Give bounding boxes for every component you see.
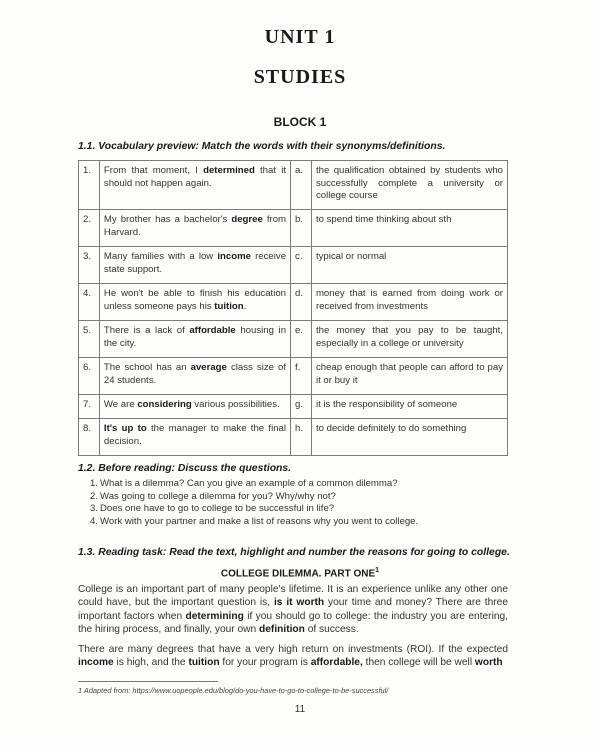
item-number: 8. xyxy=(79,419,100,456)
footnote: 1 Adapted from: https://www.uopeople.edu/blog/do-you-have-to-go-to-college-to-be-successful/ xyxy=(78,686,389,695)
footnote-divider xyxy=(78,681,218,682)
definition: to decide definitely to do something xyxy=(311,419,507,456)
table-row xyxy=(79,395,508,419)
page-number: 11 xyxy=(294,704,306,715)
item-letter: c. xyxy=(291,247,312,284)
unit-title: UNIT 1 xyxy=(264,26,336,48)
item-number: 7. xyxy=(79,395,100,419)
item-number: 5. xyxy=(79,321,100,358)
sentence: There is a lack of affordable housing in the city. xyxy=(99,321,290,358)
block-title: BLOCK 1 xyxy=(273,115,327,129)
definition: the money that you pay to be taught, especially in a college or university xyxy=(311,321,507,358)
table-row xyxy=(79,321,508,358)
table-row xyxy=(79,284,508,321)
reading-paragraph-1: College is an important part of many people's lifetime. It is an experience unlike any other one could have, but the important question is, is it worth your time and money? There are three important factors when determining if you should go to college: the industry you are entering, the hiring process, and finally, your own definition of success. xyxy=(78,584,509,636)
reading-title: COLLEGE DILEMMA. PART ONE$^1$ xyxy=(220,567,380,580)
section-heading-reading: 1.3. Reading task: Read the text, highlight and number the reasons for going to college. xyxy=(78,547,510,558)
item-number: 3. xyxy=(79,247,100,284)
item-letter: e. xyxy=(291,321,312,358)
item-letter: d. xyxy=(291,284,312,321)
list-item: 1. What is a dilemma? Can you give an example of a common dilemma? xyxy=(90,478,398,489)
table-row xyxy=(79,419,508,456)
list-item: 4. Work with your partner and make a list of reasons why you went to college. xyxy=(90,515,419,527)
item-letter: a. xyxy=(291,161,312,210)
target-word: considering xyxy=(137,399,192,410)
definition: typical or normal xyxy=(311,247,507,284)
reading-paragraph-2: There are many degrees that have a very high return on investments (ROI). If the expected income is high, and the tuition for your program is affordable, then college will be well worth xyxy=(78,644,508,669)
sentence: My brother has a bachelor's degree from Harvard. xyxy=(99,210,290,247)
table-row xyxy=(79,161,508,210)
discussion-questions xyxy=(78,478,508,528)
sentence: The school has an average class size of 24 students. xyxy=(99,358,290,395)
table-row xyxy=(79,358,508,395)
item-number: 2. xyxy=(79,210,100,247)
section-heading-vocabulary: 1.1. Vocabulary preview: Match the words with their synonyms/definitions. xyxy=(78,141,446,152)
target-word: tuition xyxy=(214,300,244,312)
table-row xyxy=(79,247,508,284)
list-item: 2. Was going to college a dilemma for you? Why/why not? xyxy=(90,490,336,502)
topic-title: STUDIES xyxy=(253,66,347,88)
table-row xyxy=(79,210,508,247)
target-word: income xyxy=(217,251,251,262)
definition: cheap enough that people can afford to pay it or buy it xyxy=(311,358,507,395)
target-word: average xyxy=(190,362,227,373)
definition: to spend time thinking about sth xyxy=(311,210,507,247)
sentence: He won't be able to finish his education unless someone pays his tuition. xyxy=(99,284,290,321)
sentence: We are considering various possibilities. xyxy=(99,395,290,419)
definition: it is the responsibility of someone xyxy=(311,395,507,419)
sentence: Many families with a low income receive state support. xyxy=(99,247,290,284)
section-heading-discussion: 1.2. Before reading: Discuss the questions. xyxy=(78,463,292,474)
item-letter: g. xyxy=(291,395,312,419)
item-letter: f. xyxy=(291,358,312,395)
sentence: From that moment, I determined that it should not happen again. xyxy=(99,161,290,210)
target-word: It's up to xyxy=(103,423,147,434)
list-item: 3. Does one have to go to college to be successful in life? xyxy=(90,503,335,515)
item-number: 6. xyxy=(79,358,100,395)
definition: money that is earned from doing work or received from investments xyxy=(311,284,507,321)
target-word: determined xyxy=(203,165,255,176)
target-word: degree xyxy=(231,214,263,225)
item-number: 4. xyxy=(79,284,100,321)
item-number: 1. xyxy=(79,161,100,210)
item-letter: h. xyxy=(291,419,312,456)
sentence: It's up to the manager to make the final decision. xyxy=(99,419,290,456)
target-word: affordable xyxy=(189,325,236,336)
definition: the qualification obtained by students who successfully complete a university or college course xyxy=(311,161,507,210)
vocabulary-table xyxy=(78,160,508,456)
item-letter: b. xyxy=(291,210,312,247)
footnote-marker: 1 xyxy=(375,567,380,574)
